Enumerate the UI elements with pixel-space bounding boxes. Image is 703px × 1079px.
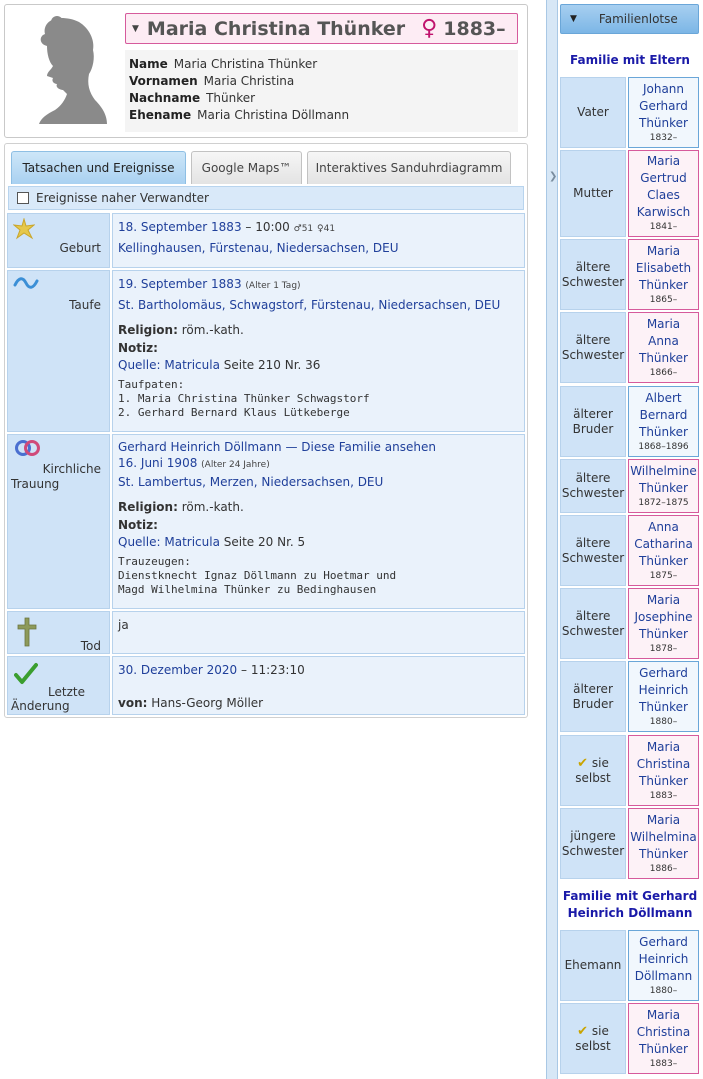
family-navigator-sidebar [559,0,703,1079]
source-ref: Seite 20 Nr. 5 [223,535,306,549]
note-line: 2. Gerhard Bernard Klaus Lütkeberge [118,406,350,419]
event-label: Änderung [11,699,70,713]
person-name-link[interactable]: Albert [645,390,682,405]
relationship-cell [560,930,626,1001]
relatives-events-label[interactable]: Ereignisse naher Verwandter [36,191,209,205]
person-name-link[interactable]: Gertrud [640,171,687,185]
relatives-events-checkbox[interactable] [17,192,29,204]
relationship-text: ältere [575,471,611,485]
relationship-label [562,333,624,363]
person-box[interactable] [628,312,699,383]
person-name-link[interactable]: Maria [646,243,681,258]
person-dates: 1872–1875 [638,497,689,508]
person-dates: 1886– [649,863,678,874]
person-dates: 1883– [649,1058,678,1069]
person-box[interactable] [628,239,699,310]
relationship-cell [560,312,626,383]
relationship-text: ältere [575,332,611,347]
marriage-date-link[interactable]: 16. Juni 1908 [118,456,198,470]
person-dates: 1883– [649,790,678,801]
source-matricula-link[interactable]: Matricula [164,535,220,549]
person-name-link[interactable]: Thünker [639,277,688,292]
fact-value: Maria Christina Thünker [173,57,318,71]
person-name-link[interactable]: Bernard [639,407,688,422]
changed-by-user: Hans-Georg Möller [151,696,264,710]
relationship-cell [560,808,626,879]
event-label-cell [7,434,110,609]
relationship-text: Schwester [561,843,625,858]
event-content [112,213,525,268]
fact-label: Vornamen [129,74,198,88]
relationship-text: Schwester [561,550,625,565]
family-parents-title: Familie mit Eltern [570,53,690,67]
last-change-time: – 11:23:10 [237,663,305,677]
family-member-row [560,77,701,148]
person-box[interactable] [628,588,699,659]
relationship-text: ältere [575,608,611,623]
relationship-label [573,186,613,201]
religion-label: Religion: [118,500,178,514]
note-label: Notiz: [118,518,158,532]
person-box[interactable] [628,150,699,237]
person-box[interactable] [628,515,699,586]
dropdown-triangle-icon[interactable]: ▼ [570,14,577,24]
baptism-age: (Alter 1 Tag) [245,281,301,291]
dropdown-triangle-icon[interactable]: ▼ [132,23,139,34]
person-name-link[interactable]: Thünker [639,553,688,568]
event-label: Kirchliche [42,462,101,476]
person-name-link[interactable]: Heinrich [638,951,689,966]
self-label: selbst [575,1038,611,1053]
fact-label: Name [129,57,168,71]
person-dates: 1866– [649,367,678,378]
event-label: Letzte [48,685,85,699]
birth-place-link[interactable]: Kellinghausen, Fürstenau, Niedersachsen, DEU [118,241,399,255]
person-name-link[interactable]: Wilhelmina [630,829,697,844]
note-line: Taufpaten: [118,378,185,391]
family-member-row [560,459,701,513]
relationship-text: Schwester [561,623,625,638]
person-name-link[interactable]: Thünker [639,699,688,714]
mother-age: ♀41 [317,224,336,234]
event-death [7,611,525,654]
fact-row [129,56,518,73]
relationship-text: ältere [575,535,611,550]
relationship-text: Schwester [561,274,625,289]
family-navigator-header[interactable] [560,4,699,34]
person-name-link[interactable]: Thünker [639,350,688,365]
family-spouse-title [559,888,701,922]
person-name-link[interactable]: Thünker [639,773,688,788]
person-dates: 1868–1896 [638,441,689,452]
event-last-change [7,656,525,715]
event-content [112,270,525,432]
person-name-link[interactable]: Anna [648,333,679,348]
event-label: Trauung [11,477,60,491]
tabs-panel [4,143,528,718]
person-name-link[interactable]: Döllmann [634,968,693,983]
family-navigator-title: Familienlotse [598,12,678,26]
source-label-link[interactable]: Quelle: [118,358,161,372]
religion-label: Religion: [118,323,178,337]
person-name-link[interactable]: Thünker [639,480,688,495]
fact-label: Nachname [129,91,201,105]
baptism-place-link[interactable]: St. Bartholomäus, Schwagstorf, Fürstenau, Niedersachsen, DEU [118,298,501,312]
person-box[interactable] [628,735,699,806]
relationship-label [562,609,624,639]
relationship-label [565,958,622,973]
relationship-cell [560,386,626,457]
family-member-row [560,588,701,659]
source-label-link[interactable]: Quelle: [118,535,161,549]
note-line: Dienstknecht Ignaz Döllmann zu Hoetmar und [118,569,397,582]
relationship-label [575,756,611,786]
individual-name: Maria Christina Thünker [146,17,406,40]
family-spouse-title-line: Familie mit Gerhard [562,889,698,903]
person-dates: 1880– [649,985,678,996]
fact-label: Ehename [129,108,192,122]
relationship-cell [560,588,626,659]
family-member-row [560,515,701,586]
person-name-link[interactable]: Thünker [639,1041,688,1056]
person-name-link[interactable]: Karwisch [636,205,691,219]
relationship-text: Mutter [573,186,613,200]
event-label-cell [7,270,110,432]
event-content [112,656,525,715]
event-label-cell [7,213,110,268]
person-name-link[interactable]: Josephine [634,609,693,624]
relationship-text: Vater [577,105,609,119]
checkmark-icon: ✔ [577,755,589,771]
father-age: ♂51 [293,224,314,234]
person-name-link[interactable]: Elisabeth [635,260,692,275]
person-name-link[interactable]: Heinrich [638,682,689,697]
person-dates: 1865– [649,294,678,305]
relationship-label [573,682,614,712]
tab-bar [11,151,521,184]
person-dates: 1875– [649,570,678,581]
family-member-row [560,735,701,806]
baptism-note-text [118,378,524,420]
birth-time: – 10:00 [241,220,290,234]
event-label: Taufe [69,298,101,312]
person-name-link[interactable]: Christina [636,756,691,771]
relationship-text: älterer [573,406,613,421]
changed-by-label: von: [118,696,148,710]
person-name-link[interactable]: Maria [646,592,681,607]
relationship-cell [560,735,626,806]
relationship-text: Schwester [561,486,625,500]
person-dates: 1841– [649,222,678,232]
person-box[interactable] [628,77,699,148]
relationship-cell [560,459,626,513]
person-name-link[interactable]: Thünker [639,846,688,861]
person-name-link[interactable]: Anna [648,519,679,534]
tab-hourglass-chart[interactable]: Interaktives Sanduhrdiagramm [307,151,511,184]
event-birth [7,213,525,268]
relationship-cell [560,661,626,732]
sidebar-splitter[interactable] [546,0,558,1079]
marriage-place-link[interactable]: St. Lambertus, Merzen, Niedersachsen, DEU [118,475,384,489]
fact-value: Maria Christina Döllmann [197,108,350,122]
checkmark-icon: ✔ [577,1023,589,1039]
person-name-link[interactable]: Gerhard [639,98,688,113]
event-content [112,611,525,654]
person-name-link[interactable]: Maria [646,739,681,754]
person-name-link[interactable]: Maria [646,154,681,168]
fact-row [129,73,518,90]
self-label: sie [591,1023,609,1038]
death-value: ja [118,618,129,632]
person-name-link[interactable]: Maria [646,316,681,331]
person-box[interactable] [628,808,699,879]
name-facts [125,50,518,132]
event-label-cell [7,656,110,715]
self-label: selbst [575,770,611,785]
relationship-text: Bruder [572,696,614,711]
fact-value: Thünker [206,91,256,105]
person-box[interactable] [628,930,699,1001]
last-change-date-link[interactable]: 30. Dezember 2020 [118,663,238,677]
birth-date-link[interactable]: 18. September 1883 [118,220,242,234]
note-line: 1. Maria Christina Thünker Schwagstorf [118,392,370,405]
family-member-row [560,930,701,1001]
individual-years: 1883– [443,17,506,40]
wedding-rings-icon [13,439,43,457]
source-matricula-link[interactable]: Matricula [164,358,220,372]
religion-value: röm.-kath. [181,323,244,337]
event-label: Geburt [59,241,101,255]
self-label: sie [591,755,609,770]
relationship-text: älterer [573,681,613,696]
female-silhouette-image [27,14,107,124]
person-name-link[interactable]: Maria [646,812,681,827]
baptism-water-icon [13,275,39,291]
relationship-label [562,829,624,859]
event-content [112,434,525,609]
family-member-row [560,150,701,237]
person-box[interactable] [628,459,699,513]
fact-row [129,107,518,124]
tab-google-maps[interactable]: Google Maps™ [191,151,302,184]
note-label: Notiz: [118,341,158,355]
individual-header [4,4,528,138]
person-name-link[interactable]: Maria [646,1007,681,1022]
relationship-text: jüngere [570,828,616,843]
relationship-label [575,1024,611,1054]
event-label-cell [7,611,110,654]
event-marriage [7,434,525,609]
source-ref: Seite 210 Nr. 36 [223,358,321,372]
family-member-row [560,386,701,457]
relationship-cell [560,239,626,310]
marriage-age: (Alter 24 Jahre) [201,460,270,470]
cross-icon [16,617,38,647]
person-box[interactable] [628,1003,699,1074]
person-box[interactable] [628,661,699,732]
checkmark-icon [14,662,38,686]
religion-value: röm.-kath. [181,500,244,514]
fact-row [129,90,518,107]
relationship-label [562,536,624,566]
relationship-label [562,471,624,501]
relationship-cell [560,515,626,586]
person-name-link[interactable]: Gerhard [639,665,688,680]
person-name-link[interactable]: Thünker [639,115,688,130]
relationship-text: ältere [575,259,611,274]
person-name-link[interactable]: Catharina [634,536,693,551]
person-name-link[interactable]: Claes [647,188,680,202]
spouse-link[interactable]: Gerhard Heinrich Döllmann [118,440,282,454]
relationship-text: Bruder [572,421,614,436]
birth-date-line [118,218,524,239]
person-name-link[interactable]: Thünker [639,424,688,439]
person-name-link[interactable]: Gerhard [639,934,688,949]
person-dates: 1832– [649,132,678,143]
relationship-cell [560,1003,626,1074]
tab-facts-events[interactable]: Tatsachen und Ereignisse [11,151,186,184]
person-name-link[interactable]: Wilhelmine [630,463,697,478]
chevron-right-icon[interactable]: ❯ [549,171,558,182]
family-member-row [560,239,701,310]
marriage-note-text [118,555,524,597]
relationship-label [577,105,609,120]
event-baptism [7,270,525,432]
relationship-text: Schwester [561,347,625,362]
baptism-date-link[interactable]: 19. September 1883 [118,277,242,291]
relationship-text: Ehemann [564,958,622,972]
relatives-events-bar [8,186,524,210]
birth-star-icon [13,218,35,240]
person-dates: 1878– [649,643,678,654]
fact-value: Maria Christina [203,74,295,88]
female-symbol-icon: ♀ [421,15,438,41]
individual-name-box[interactable] [125,13,518,44]
person-dates: 1880– [649,716,678,727]
note-line: Trauzeugen: [118,555,191,568]
family-spouse-title-line: Heinrich Döllmann [567,906,693,920]
person-box[interactable] [628,386,699,457]
family-member-row [560,312,701,383]
event-label: Tod [80,639,101,653]
note-line: Magd Wilhelmina Thünker zu Bedinghausen [118,583,377,596]
person-name-link[interactable]: Thünker [639,626,688,641]
relationship-cell [560,77,626,148]
family-member-row [560,1003,701,1074]
view-family-link[interactable]: Diese Familie ansehen [301,440,436,454]
family-member-row [560,808,701,879]
person-name-link[interactable]: Johann [642,81,685,96]
person-name-link[interactable]: Christina [636,1024,691,1039]
relationship-cell [560,150,626,237]
relationship-label [562,260,624,290]
relationship-label [573,407,614,437]
family-member-row [560,661,701,732]
separator: — [281,440,302,454]
